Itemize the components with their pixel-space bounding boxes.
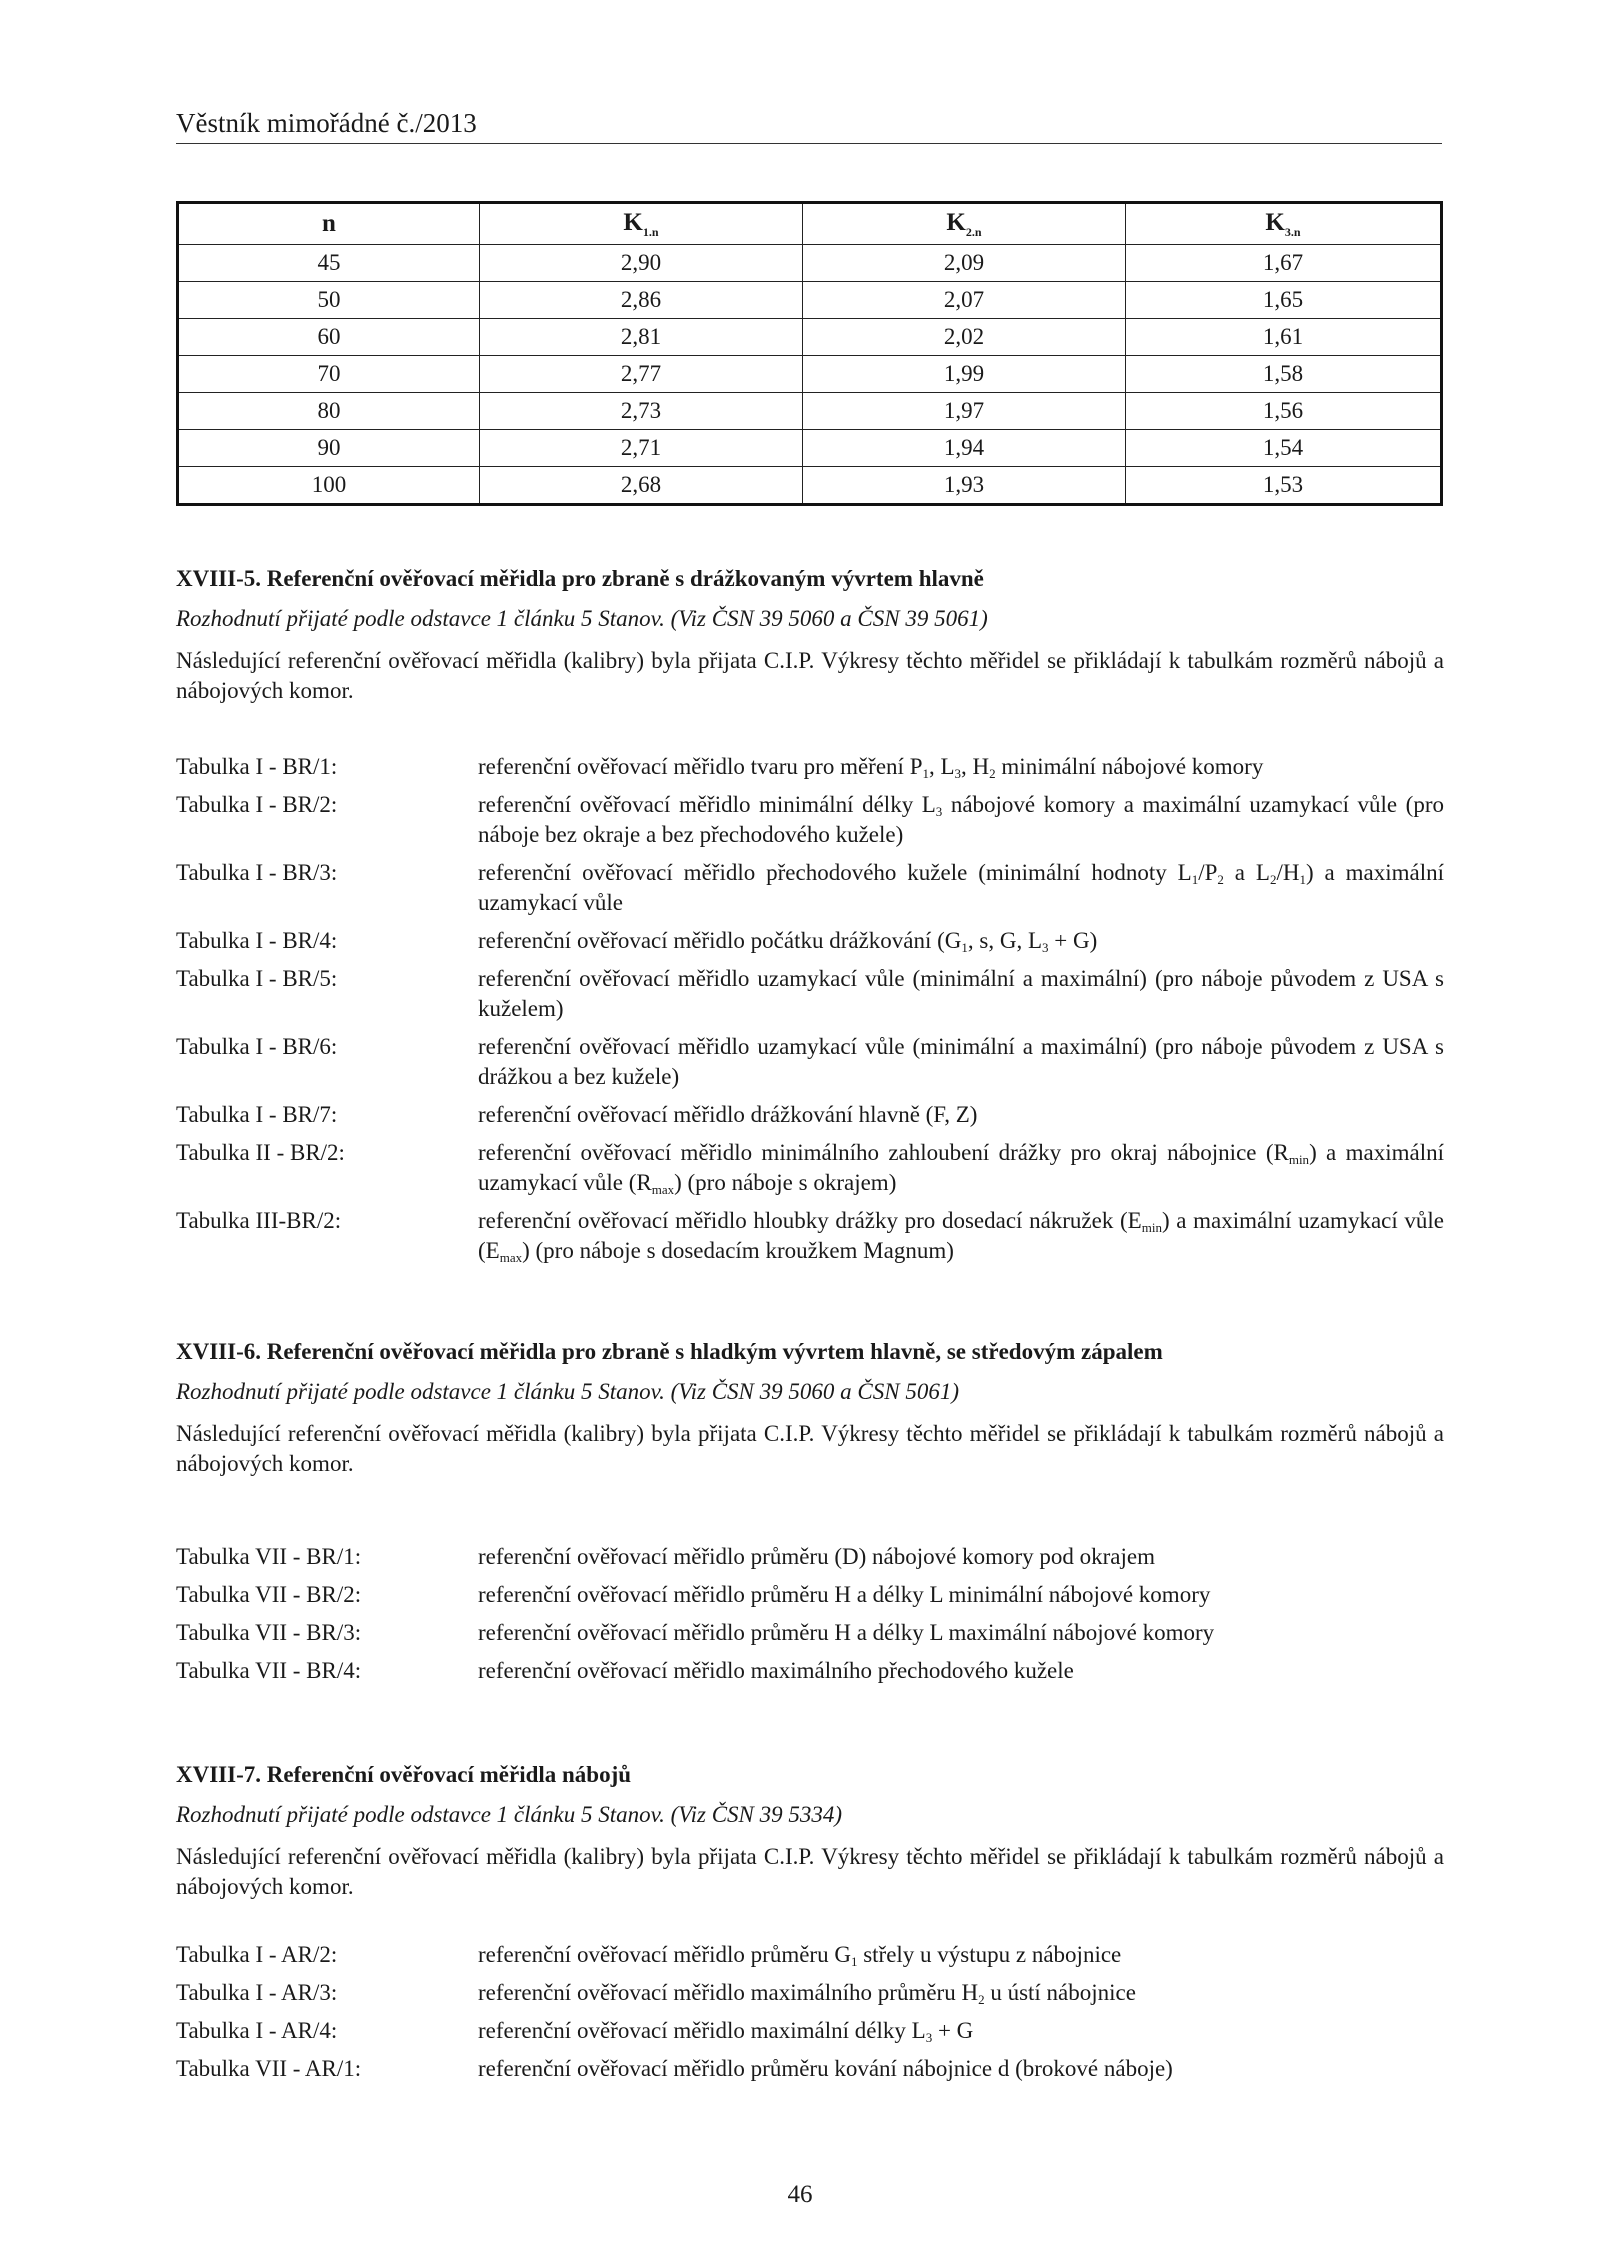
- subscript: 3: [954, 766, 962, 781]
- gauge-description: referenční ověřovací měřidlo uzamykací vůle (minimální a maximální) (pro náboje původem z USA s drážkou a bez kužele): [478, 1034, 1444, 1089]
- table-row: [178, 467, 1442, 505]
- table-row: [178, 356, 1442, 393]
- subscript: 2: [978, 1992, 985, 2007]
- subscript: 2: [1269, 872, 1277, 887]
- subscript: 3: [935, 804, 943, 819]
- section-paragraph: Následující referenční ověřovací měřidla (kalibry) byla přijata C.I.P. Výkresy těchto měřidel se přikládají k tabulkám rozměrů nábojů a nábojových komor.: [176, 1844, 1444, 1899]
- header-subscript: 1.n: [642, 224, 659, 239]
- table-reference-label: Tabulka VII - AR/1:: [176, 2056, 362, 2081]
- subscript: 3: [1042, 940, 1049, 955]
- section-decision: Rozhodnutí přijaté podle odstavce 1 článku 5 Stanov. (Viz ČSN 39 5060 a ČSN 5061): [176, 1379, 959, 1404]
- table-reference-label: Tabulka VII - BR/2:: [176, 1582, 362, 1607]
- header-cell-n: [178, 203, 480, 245]
- gauge-list-item: [176, 1542, 1444, 1572]
- gauge-list-item: [176, 858, 1444, 918]
- gauge-list-item: [176, 1138, 1444, 1198]
- table-row: [178, 319, 1442, 356]
- subscript: 1: [961, 940, 968, 955]
- subscript: 1: [1191, 872, 1199, 887]
- gauge-description: referenční ověřovací měřidlo uzamykací vůle (minimální a maximální) (pro náboje původem z USA s kuželem): [478, 966, 1444, 1021]
- header-text: K: [946, 208, 966, 236]
- gauge-list-item: [176, 1206, 1444, 1266]
- table-reference-label: Tabulka VII - BR/1:: [176, 1544, 362, 1569]
- gauge-list-item: [176, 752, 1444, 782]
- table-cell: 90: [178, 430, 480, 467]
- gauge-list-item: [176, 790, 1444, 850]
- gauge-list-item: [176, 2054, 1444, 2084]
- subscript: min: [1141, 1220, 1162, 1235]
- section-decision: Rozhodnutí přijaté podle odstavce 1 článku 5 Stanov. (Viz ČSN 39 5060 a ČSN 39 5061): [176, 606, 988, 631]
- gauge-list-item: [176, 1656, 1444, 1686]
- table-reference-label: Tabulka I - BR/4:: [176, 928, 338, 953]
- gauge-description: referenční ověřovací měřidlo přechodového kužele (minimální hodnoty $L_1/P_2$ a $L_2/H_1$) a maximální uzamykací vůle: [478, 860, 1444, 915]
- table-row: [178, 245, 1442, 282]
- gauge-description: referenční ověřovací měřidlo maximální délky $L_3 + G$: [478, 2018, 974, 2045]
- subscript: max: [651, 1182, 675, 1197]
- header-text: K: [623, 208, 643, 236]
- table-cell: 2,09: [803, 245, 1126, 282]
- section-decision: Rozhodnutí přijaté podle odstavce 1 článku 5 Stanov. (Viz ČSN 39 5334): [176, 1802, 843, 1827]
- table-cell: 2,86: [480, 282, 803, 319]
- table-cell: 80: [178, 393, 480, 430]
- gauge-description: referenční ověřovací měřidlo průměru $G_1$ střely u výstupu z nábojnice: [478, 1942, 1122, 1969]
- table-cell: 1,65: [1126, 282, 1442, 319]
- table-row: [178, 430, 1442, 467]
- table-header-row: [178, 203, 1442, 245]
- gauge-list-item: [176, 1580, 1444, 1610]
- header-text: n: [322, 210, 336, 237]
- gauge-description: referenční ověřovací měřidlo drážkování hlavně (F, Z): [478, 1102, 978, 1127]
- header-subscript: 3.n: [1284, 224, 1301, 239]
- table-reference-label: Tabulka I - BR/1:: [176, 754, 338, 779]
- subscript: 1: [850, 1954, 858, 1969]
- table-row: [178, 393, 1442, 430]
- gauge-list-item: [176, 1032, 1444, 1092]
- gauge-list-xviii-6: [176, 1542, 1444, 1694]
- table-cell: 50: [178, 282, 480, 319]
- table-reference-label: Tabulka II - BR/2:: [176, 1140, 345, 1165]
- table-reference-label: Tabulka I - BR/5:: [176, 966, 338, 991]
- running-header: Věstník mimořádné č./2013: [176, 108, 1442, 144]
- page-number: 46: [787, 2181, 813, 2208]
- header-cell-k1: [480, 203, 803, 245]
- table-cell: 1,97: [803, 393, 1126, 430]
- table-cell: 2,73: [480, 393, 803, 430]
- table-cell: 70: [178, 356, 480, 393]
- table-cell: 1,56: [1126, 393, 1442, 430]
- gauge-description: referenční ověřovací měřidlo maximálního přechodového kužele: [478, 1658, 1074, 1683]
- gauge-list-item: [176, 926, 1444, 956]
- table-cell: 1,99: [803, 356, 1126, 393]
- gauge-description: referenční ověřovací měřidlo průměru H a délky L minimální nábojové komory: [478, 1582, 1211, 1607]
- subscript: 3: [925, 2030, 933, 2045]
- header-cell-k3: [1126, 203, 1442, 245]
- table-cell: 2,77: [480, 356, 803, 393]
- gauge-description: referenční ověřovací měřidlo minimálního zahloubení drážky pro okraj nábojnice $(R_{min})$ a maximální uzamykací vůle $(R_{max})$ (pro náboje s okrajem): [478, 1140, 1444, 1197]
- gauge-list-item: [176, 1100, 1444, 1130]
- section-xviii-7: [176, 1762, 1444, 1902]
- gauge-list-item: [176, 2016, 1444, 2046]
- table-reference-label: Tabulka I - BR/6:: [176, 1034, 338, 1059]
- gauge-description: referenční ověřovací měřidlo počátku drážkování ($G_1$, s, G, $L_3 + G$): [478, 928, 1098, 955]
- table-cell: 1,93: [803, 467, 1126, 505]
- section-paragraph: Následující referenční ověřovací měřidla (kalibry) byla přijata C.I.P. Výkresy těchto měřidel se přikládají k tabulkám rozměrů nábojů a nábojových komor.: [176, 1421, 1444, 1476]
- table-cell: 2,68: [480, 467, 803, 505]
- coefficient-table: [176, 201, 1443, 506]
- table-cell: 2,90: [480, 245, 803, 282]
- table-cell: 1,61: [1126, 319, 1442, 356]
- table-cell: 1,58: [1126, 356, 1442, 393]
- gauge-list-item: [176, 1978, 1444, 2008]
- header-subscript: 2.n: [965, 224, 982, 239]
- gauge-list-item: [176, 1618, 1444, 1648]
- section-xviii-5: [176, 566, 1444, 706]
- table-cell: 45: [178, 245, 480, 282]
- gauge-description: referenční ověřovací měřidlo tvaru pro měření $P_1$, $L_3$, $H_2$ minimální nábojové komory: [478, 754, 1264, 781]
- gauge-description: referenční ověřovací měřidlo průměru kování nábojnice d (brokové náboje): [478, 2056, 1173, 2081]
- gauge-description: referenční ověřovací měřidlo hloubky drážky pro dosedací nákružek $(E_{min})$ a maximální uzamykací vůle $(E_{max})$ (pro náboje s dosedacím kroužkem Magnum): [478, 1208, 1445, 1265]
- subscript: 2: [989, 766, 996, 781]
- table-cell: 2,07: [803, 282, 1126, 319]
- table-cell: 1,67: [1126, 245, 1442, 282]
- table-cell: 60: [178, 319, 480, 356]
- subscript: max: [499, 1250, 523, 1265]
- table-cell: 100: [178, 467, 480, 505]
- gauge-description: referenční ověřovací měřidlo průměru H a délky L maximální nábojové komory: [478, 1620, 1215, 1645]
- gauge-description: referenční ověřovací měřidlo maximálního průměru $H_2$ u ústí nábojnice: [478, 1980, 1136, 2007]
- table-cell: 2,02: [803, 319, 1126, 356]
- section-xviii-6: [176, 1339, 1444, 1479]
- gauge-description: referenční ověřovací měřidlo průměru (D) nábojové komory pod okrajem: [478, 1544, 1155, 1569]
- gauge-list-xviii-5: [176, 752, 1444, 1274]
- table-reference-label: Tabulka I - BR/3:: [176, 860, 338, 885]
- section-title: XVIII-5. Referenční ověřovací měřidla pro zbraně s drážkovaným vývrtem hlavně: [176, 566, 984, 591]
- table-cell: 2,81: [480, 319, 803, 356]
- table-reference-label: Tabulka I - BR/2:: [176, 792, 338, 817]
- gauge-list-item: [176, 1940, 1444, 1970]
- subscript: min: [1288, 1152, 1310, 1167]
- header-text: K: [1265, 208, 1285, 236]
- table-reference-label: Tabulka I - AR/2:: [176, 1942, 338, 1967]
- table-cell: 1,94: [803, 430, 1126, 467]
- table-row: [178, 282, 1442, 319]
- section-title: XVIII-6. Referenční ověřovací měřidla pro zbraně s hladkým vývrtem hlavně, se středovým zápalem: [176, 1339, 1163, 1364]
- section-paragraph: Následující referenční ověřovací měřidla (kalibry) byla přijata C.I.P. Výkresy těchto měřidel se přikládají k tabulkám rozměrů nábojů a nábojových komor.: [176, 648, 1444, 703]
- table-cell: 1,54: [1126, 430, 1442, 467]
- table-reference-label: Tabulka VII - BR/3:: [176, 1620, 362, 1645]
- gauge-description: referenční ověřovací měřidlo minimální délky $L_3$ nábojové komory a maximální uzamykací vůle (pro náboje bez okraje a bez přechodového kužele): [478, 792, 1444, 847]
- gauge-list-item: [176, 964, 1444, 1024]
- gauge-list-xviii-7: [176, 1940, 1444, 2092]
- table-reference-label: Tabulka I - BR/7:: [176, 1102, 338, 1127]
- table-reference-label: Tabulka VII - BR/4:: [176, 1658, 362, 1683]
- table-reference-label: Tabulka III-BR/2:: [176, 1208, 342, 1233]
- subscript: 1: [922, 766, 929, 781]
- table-reference-label: Tabulka I - AR/3:: [176, 1980, 338, 2005]
- subscript: 1: [1299, 872, 1306, 887]
- table-cell: 2,71: [480, 430, 803, 467]
- header-cell-k2: [803, 203, 1126, 245]
- table-reference-label: Tabulka I - AR/4:: [176, 2018, 338, 2043]
- table-cell: 1,53: [1126, 467, 1442, 505]
- subscript: 2: [1217, 872, 1224, 887]
- section-title: XVIII-7. Referenční ověřovací měřidla nábojů: [176, 1762, 632, 1787]
